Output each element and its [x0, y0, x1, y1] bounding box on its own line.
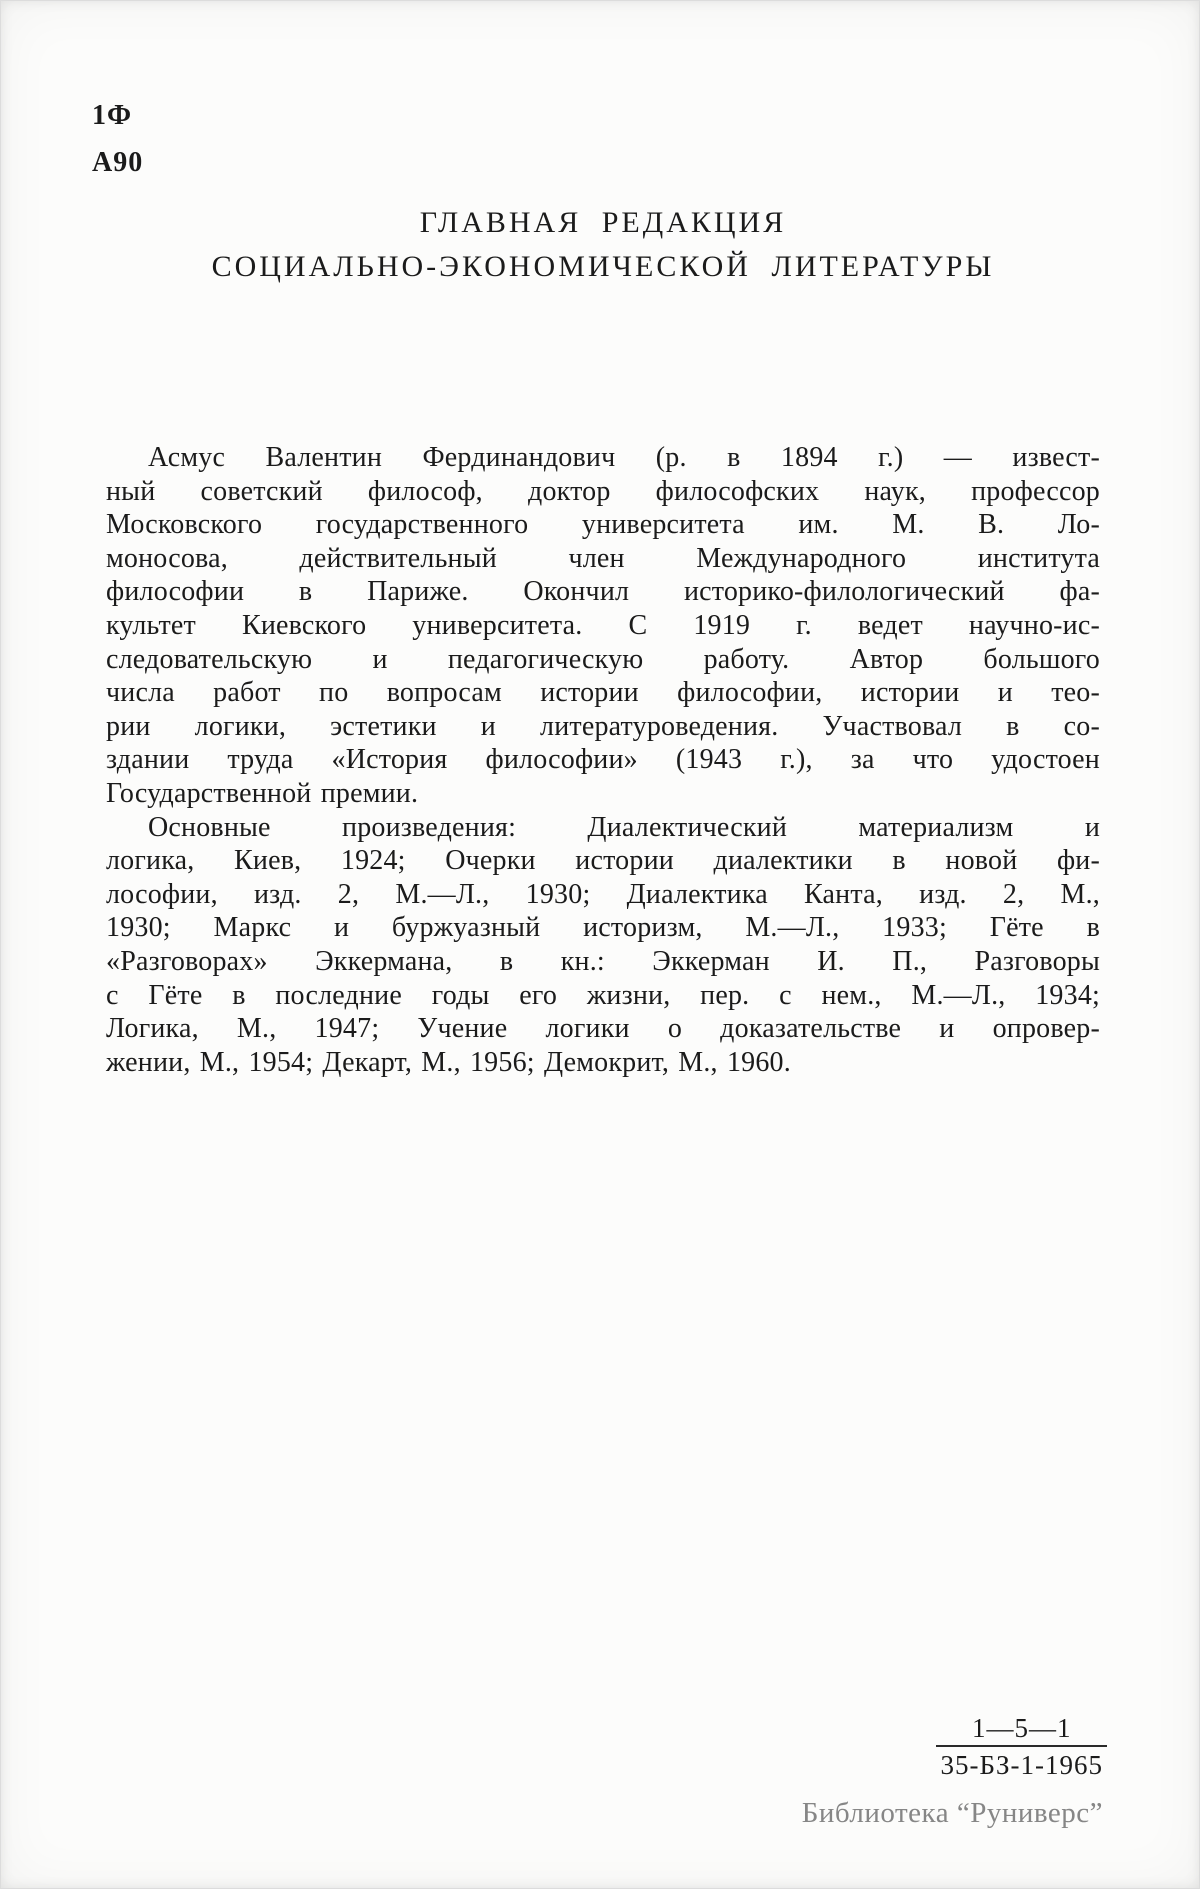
text-line: рии логики, эстетики и литературоведения. Участвовал в со-: [106, 710, 1100, 742]
biography-paragraph: [106, 441, 1100, 811]
classification-codes: [92, 92, 143, 186]
text-line: следовательскую и педагогическую работу. Автор большого: [106, 643, 1100, 675]
library-watermark: Библиотека “Руниверс”: [801, 1797, 1103, 1829]
text-line: логика, Киев, 1924; Очерки истории диалектики в новой фи-: [106, 845, 1100, 877]
text-line: лософии, изд. 2, М.—Л., 1930; Диалектика Канта, изд. 2, М.,: [106, 878, 1100, 910]
print-code-numerator: 1—5—1: [971, 1713, 1072, 1743]
text-line: Асмус Валентин Фердинандович (р. в 1894 г.) — извест-: [148, 442, 1100, 473]
bibliography-paragraph: [106, 811, 1100, 1080]
classification-code-line1: 1Ф: [92, 100, 133, 131]
text-line: философии в Париже. Окончил историко-филологический фа-: [106, 576, 1100, 608]
publisher-heading-line1: ГЛАВНАЯ РЕДАКЦИЯ: [419, 206, 787, 239]
print-code-denominator: 35-БЗ-1-1965: [936, 1745, 1107, 1781]
text-line: «Разговорах» Эккермана, в кн.: Эккерман И. П., Разговоры: [106, 945, 1100, 977]
text-line: Логика, М., 1947; Учение логики о доказательстве и опровер-: [106, 1013, 1100, 1045]
text-line: ный советский философ, доктор философских наук, профессор: [106, 475, 1100, 507]
text-line: числа работ по вопросам истории философии, истории и тео-: [106, 677, 1100, 709]
print-code-fraction: [936, 1712, 1107, 1781]
text-line: жении, М., 1954; Декарт, М., 1956; Демокрит, М., 1960.: [106, 1046, 791, 1078]
text-line: Основные произведения: Диалектический материализм и: [148, 811, 1100, 843]
text-line: с Гёте в последние годы его жизни, пер. с нем., М.—Л., 1934;: [106, 979, 1100, 1011]
text-line: 1930; Маркс и буржуазный историзм, М.—Л., 1933; Гёте в: [106, 912, 1100, 944]
text-line: здании труда «История философии» (1943 г.), за что удостоен: [106, 744, 1100, 776]
text-line: культет Киевского университета. С 1919 г. ведет научно-ис-: [106, 609, 1100, 641]
classification-code-line2: А90: [92, 147, 144, 178]
publisher-heading-line2: СОЦИАЛЬНО-ЭКОНОМИЧЕСКОЙ ЛИТЕРАТУРЫ: [211, 250, 995, 283]
annotation-text-block: [106, 441, 1100, 1079]
text-line: моносова, действительный член Международного института: [106, 542, 1100, 574]
text-line: Государственной премии.: [106, 777, 419, 809]
text-line: Московского государственного университета им. М. В. Ло-: [106, 509, 1100, 541]
publisher-heading: [103, 201, 1103, 289]
